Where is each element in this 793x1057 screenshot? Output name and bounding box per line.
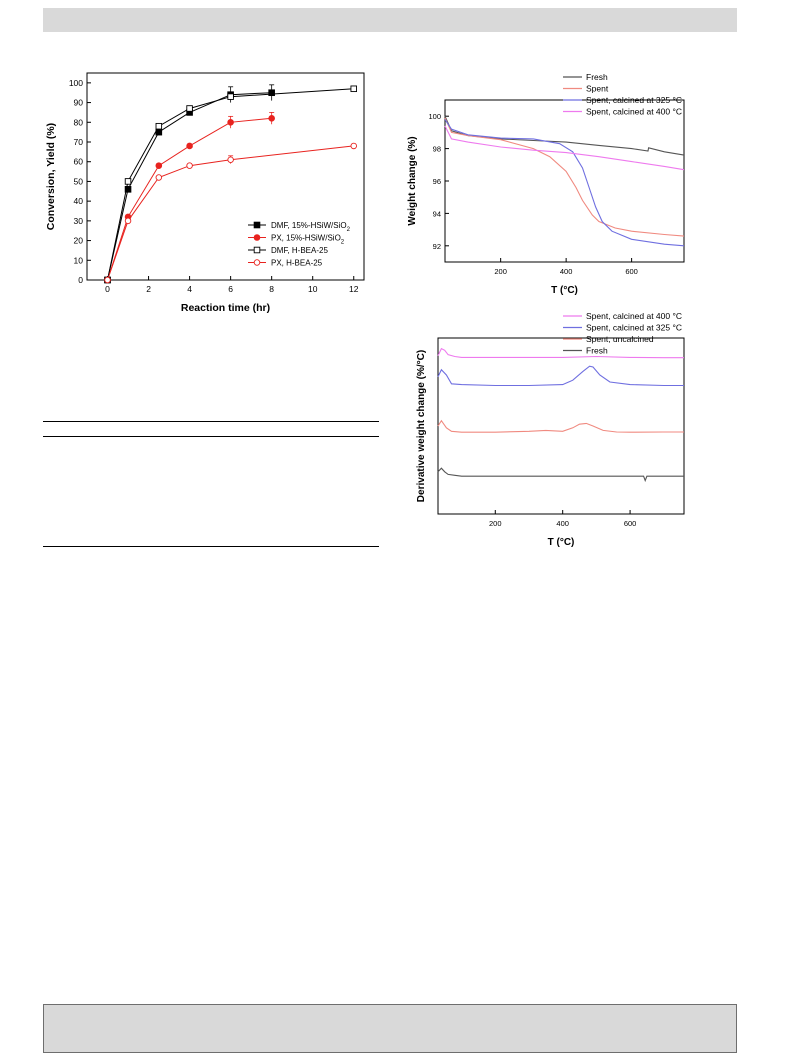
x-tick-label: 4 <box>187 284 192 294</box>
y-tick-label: 100 <box>68 77 83 88</box>
y-tick-label: 100 <box>428 112 441 122</box>
y-axis-label: Derivative weight change (%/°C) <box>416 349 427 503</box>
x-axis-label: T (°C) <box>547 537 575 548</box>
series-line <box>438 468 684 480</box>
legend-label: Fresh <box>586 345 608 356</box>
y-tick-label: 94 <box>432 209 441 219</box>
x-tick-label: 600 <box>625 267 638 276</box>
x-axis-label: Reaction time (hr) <box>180 302 271 314</box>
legend-label: DMF, H-BEA-25 <box>271 246 328 255</box>
y-tick-label: 40 <box>73 196 83 207</box>
table-rule-bottom <box>43 546 379 547</box>
legend-label: Fresh <box>586 72 608 82</box>
y-axis-label: Weight change (%) <box>407 136 418 226</box>
legend-label: DMF, 15%-HSiW/SiO$_2$ <box>271 221 350 233</box>
plot-frame <box>438 338 684 514</box>
y-tick-label: 90 <box>73 97 83 108</box>
y-tick-label: 20 <box>73 235 83 246</box>
footer-box <box>43 1004 737 1053</box>
y-tick-label: 60 <box>73 156 83 167</box>
y-tick-label: 96 <box>432 177 441 186</box>
legend-label: Spent, calcined at 325 °C <box>586 95 683 105</box>
series-line <box>438 366 684 385</box>
y-tick-label: 98 <box>432 144 441 154</box>
x-axis-label: T (°C) <box>551 285 578 296</box>
x-tick-label: 200 <box>489 519 502 528</box>
y-tick-label: 0 <box>78 275 83 285</box>
legend-label: PX, H-BEA-25 <box>271 258 323 268</box>
x-tick-label: 0 <box>105 284 110 294</box>
y-tick-label: 50 <box>73 176 83 187</box>
x-tick-label: 400 <box>559 267 573 276</box>
y-axis-label: Conversion, Yield (%) <box>45 122 57 231</box>
table-rule-top <box>43 421 379 422</box>
legend-label: PX, 15%-HSiW/SiO$_2$ <box>271 233 345 246</box>
x-tick-label: 8 <box>269 284 275 294</box>
x-tick-label: 12 <box>349 284 359 294</box>
x-tick-label: 10 <box>307 284 318 294</box>
y-tick-label: 80 <box>73 117 83 128</box>
x-tick-label: 600 <box>623 519 637 528</box>
legend-label: Spent, uncalcined <box>586 334 654 344</box>
x-tick-label: 200 <box>494 267 507 276</box>
series-line <box>438 349 684 358</box>
legend-label: Spent <box>586 83 609 94</box>
y-tick-label: 92 <box>432 241 441 251</box>
legend-label: Spent, calcined at 400 °C <box>586 106 683 117</box>
legend-label: Spent, calcined at 325 °C <box>586 322 683 333</box>
x-tick-label: 6 <box>228 284 233 294</box>
legend-label: Spent, calcined at 400 °C <box>586 311 683 321</box>
series-line <box>438 421 684 433</box>
y-tick-label: 70 <box>73 137 83 147</box>
x-tick-label: 400 <box>556 519 569 528</box>
table-rule-header <box>43 436 379 437</box>
y-tick-label: 30 <box>73 215 83 226</box>
y-tick-label: 10 <box>73 255 83 266</box>
x-tick-label: 2 <box>146 284 151 294</box>
